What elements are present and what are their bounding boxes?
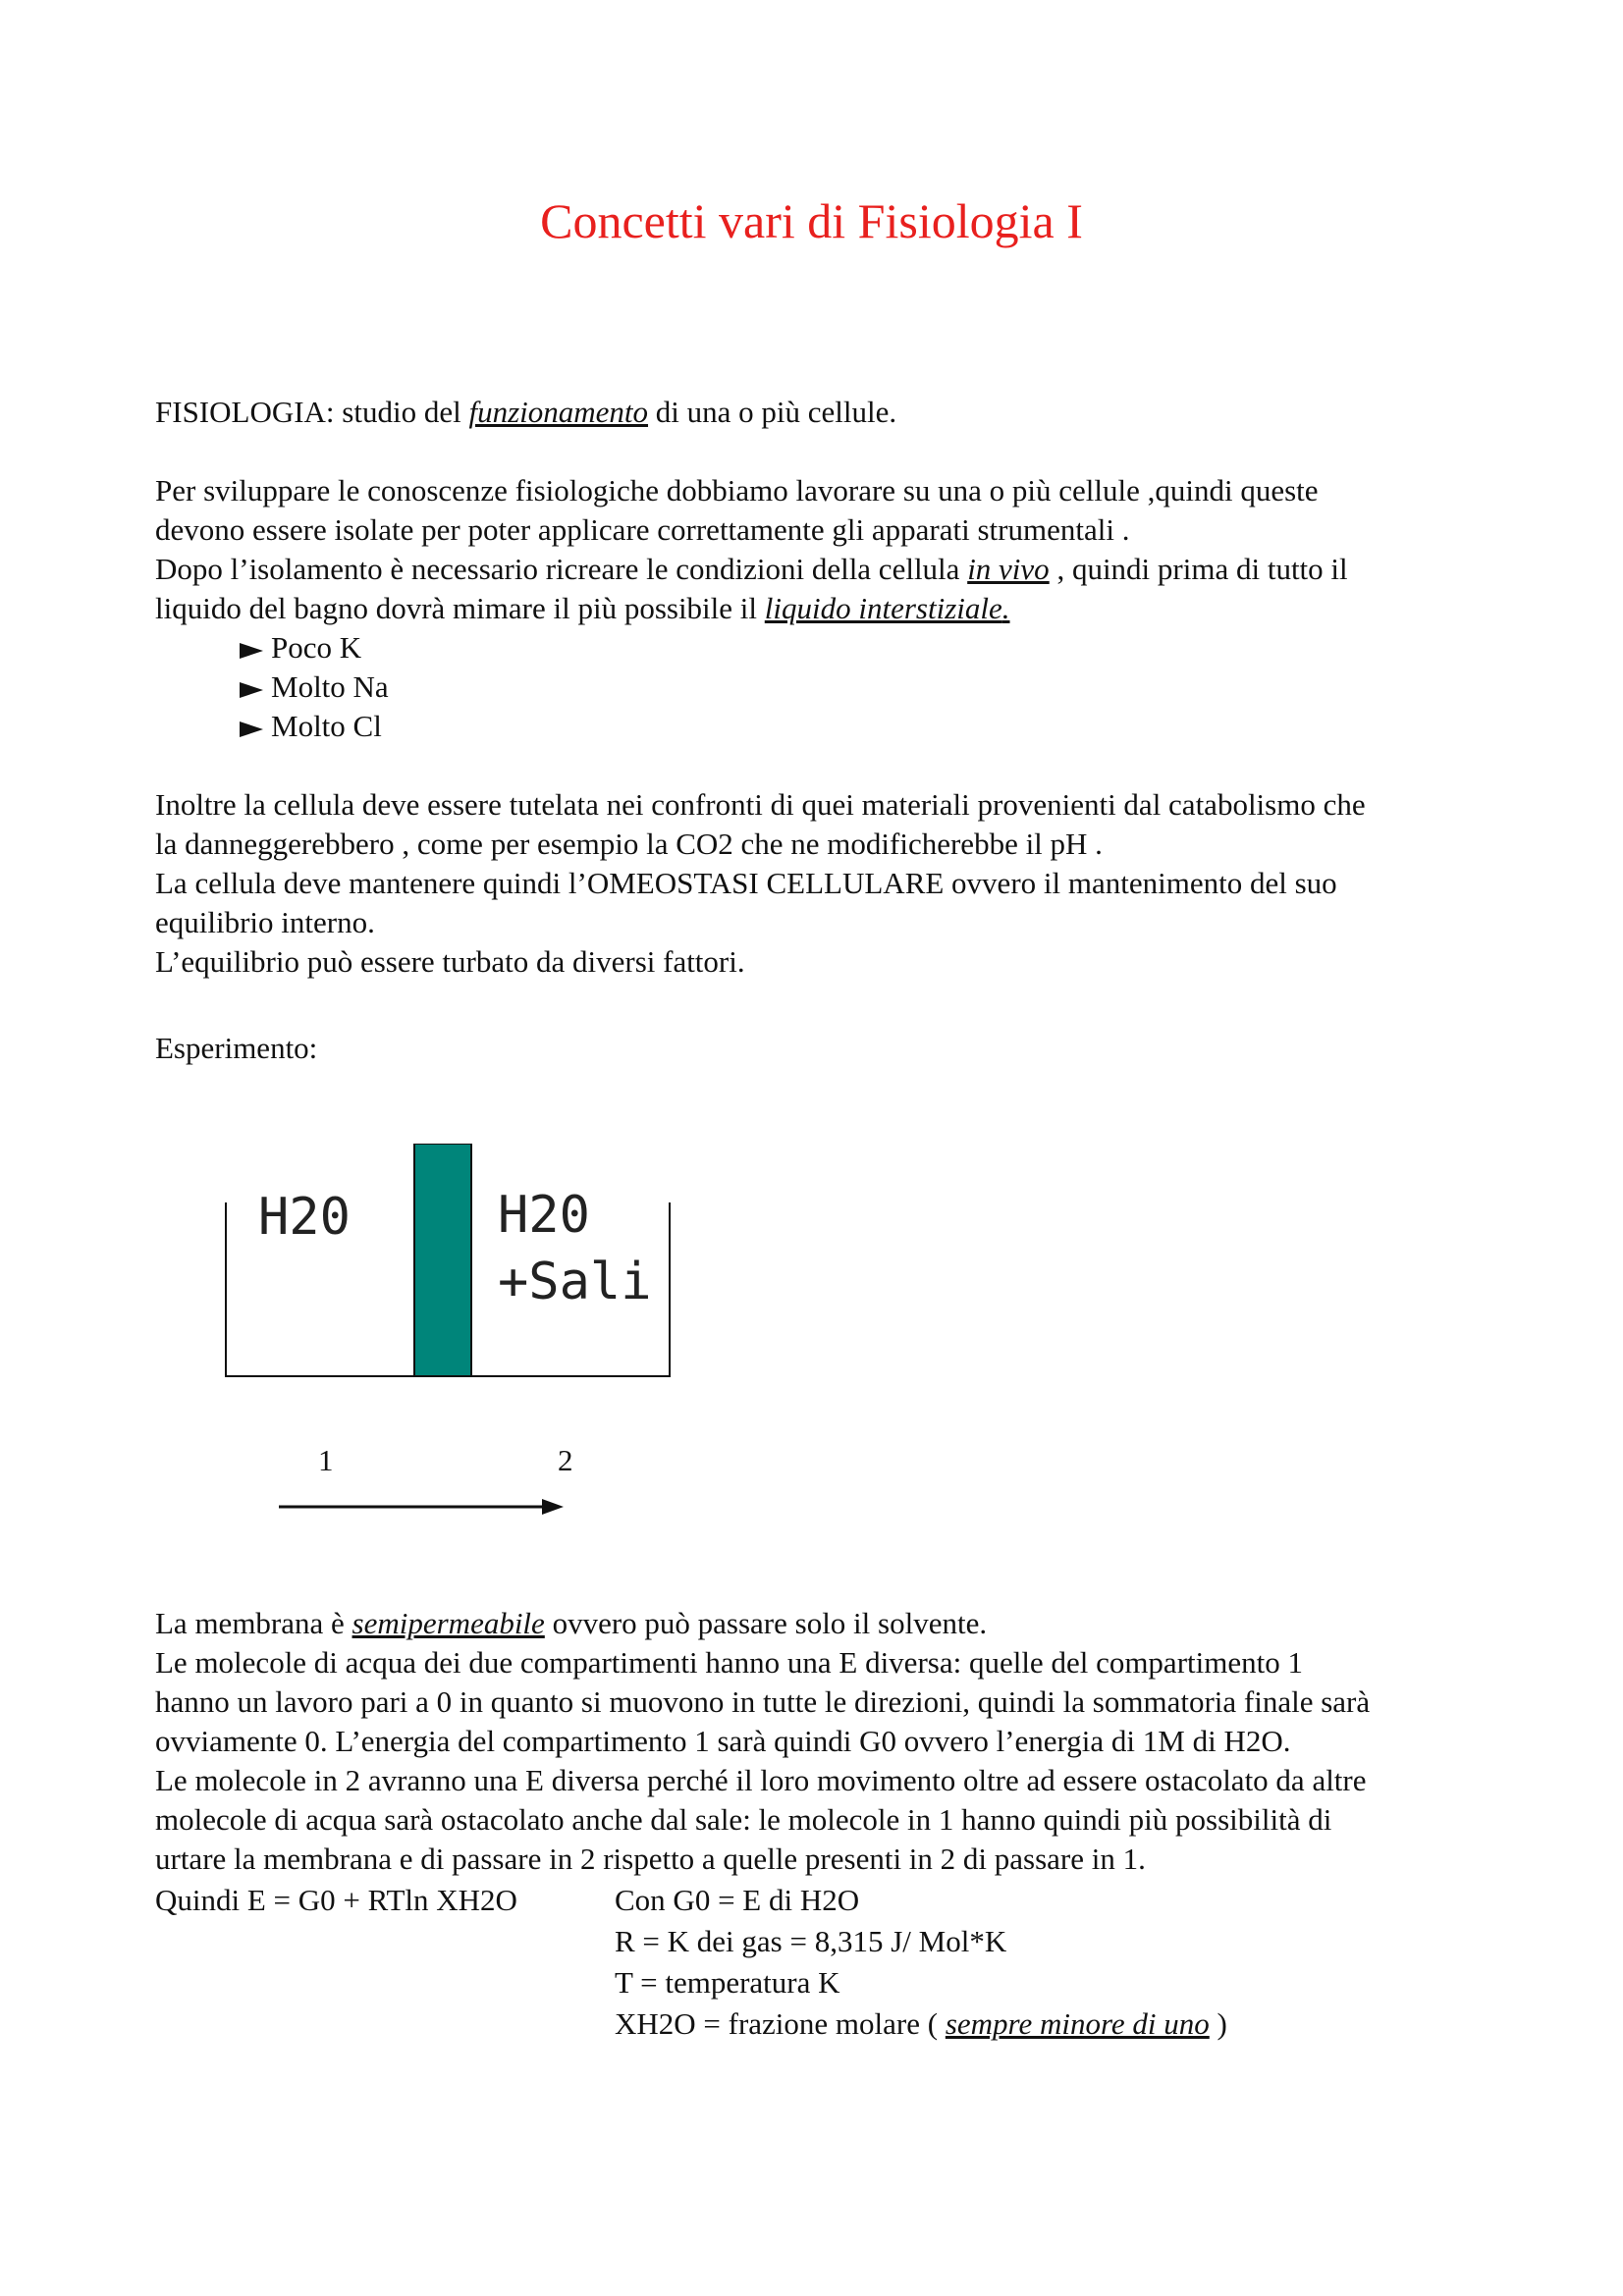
list-item <box>240 707 382 746</box>
in-vivo-term: in vivo <box>967 552 1050 586</box>
text-line <box>155 589 1348 628</box>
text-line: La cellula deve mantenere quindi l’OMEOSTASI CELLULARE ovvero il mantenimento del suo <box>155 866 1337 900</box>
formula-definition <box>615 2003 1227 2045</box>
compartment-2-label: H20 <box>498 1186 590 1245</box>
isolation-paragraph <box>155 471 1348 628</box>
bullet-text: Poco K <box>271 630 362 665</box>
definition-paragraph <box>155 393 896 432</box>
text-span: ) <box>1209 2006 1227 2041</box>
homeostasis-paragraph <box>155 785 1366 982</box>
list-item <box>240 667 389 707</box>
text-line: molecole di acqua sarà ostacolato anche dal sale: le molecole in 1 hanno quindi più possibilità di <box>155 1802 1332 1837</box>
compartment-2-salts-label: +Sali <box>498 1253 652 1311</box>
text-span: XH2O = frazione molare ( <box>615 2006 946 2041</box>
text-span: La membrana è <box>155 1606 352 1640</box>
compartment-2-number: 2 <box>558 1443 573 1477</box>
text-line: Le molecole di acqua dei due compartimenti hanno una E diversa: quelle del compartimento 1 <box>155 1645 1303 1680</box>
definition-text-end: di una o più cellule. <box>648 395 897 429</box>
formula-definition: T = temperatura K <box>615 1965 840 2000</box>
definition-text: FISIOLOGIA: studio del <box>155 395 469 429</box>
bullet-triangle-icon <box>240 682 263 698</box>
formula-definition: R = K dei gas = 8,315 J/ Mol*K <box>615 1924 1007 1958</box>
text-line: devono essere isolate per poter applicare correttamente gli apparati strumentali . <box>155 512 1130 547</box>
membrane-diagram <box>221 1144 682 1379</box>
flow-arrow-icon <box>277 1492 571 1522</box>
text-line: Per sviluppare le conoscenze fisiologiche dobbiamo lavorare su una o più cellule ,quindi queste <box>155 473 1319 507</box>
text-line: hanno un lavoro pari a 0 in quanto si muovono in tutte le direzioni, quindi la sommatoria finale sarà <box>155 1684 1371 1719</box>
text-span: liquido del bagno dovrà mimare il più possibile il <box>155 591 765 625</box>
text-line: Inoltre la cellula deve essere tutelata nei confronti di quei materiali provenienti dal catabolismo che <box>155 787 1366 822</box>
text-span: . <box>1001 591 1010 625</box>
text-line: la danneggerebbero , come per esempio la CO2 che ne modificherebbe il pH . <box>155 827 1103 861</box>
bullet-text: Molto Cl <box>271 709 382 743</box>
semipermeabile-term: semipermeabile <box>352 1606 545 1640</box>
text-line <box>155 1604 1370 1643</box>
text-line: equilibrio interno. <box>155 905 375 939</box>
formula-definition: Con G0 = E di H2O <box>615 1883 860 1917</box>
text-line: ovviamente 0. L’energia del compartimento 1 sarà quindi G0 ovvero l’energia di 1M di H2O. <box>155 1724 1291 1758</box>
text-span: , quindi prima di tutto il <box>1049 552 1348 586</box>
membrane-bar <box>414 1144 471 1376</box>
sempre-minore-term: sempre minore di uno <box>945 2006 1210 2041</box>
arrow-head <box>542 1499 564 1515</box>
text-line: urtare la membrana e di passare in 2 rispetto a quelle presenti in 2 di passare in 1. <box>155 1842 1146 1876</box>
compartment-1-number: 1 <box>318 1443 334 1477</box>
formula-main: Quindi E = G0 + RTln XH2O <box>155 1883 517 1917</box>
text-span: Dopo l’isolamento è necessario ricreare le condizioni della cellula <box>155 552 968 586</box>
bullet-triangle-icon <box>240 643 263 659</box>
funzionamento-term: funzionamento <box>468 395 649 429</box>
text-span: ovvero può passare solo il solvente. <box>544 1606 988 1640</box>
bullet-text: Molto Na <box>271 669 389 704</box>
text-line: L’equilibrio può essere turbato da diversi fattori. <box>155 944 745 979</box>
liquido-interstiziale-term: liquido interstiziale <box>764 591 1002 625</box>
text-line: Le molecole in 2 avranno una E diversa perché il loro movimento oltre ad essere ostacolato da altre <box>155 1763 1367 1797</box>
list-item <box>240 628 361 667</box>
text-line <box>155 550 1348 589</box>
experiment-label: Esperimento: <box>155 1031 318 1065</box>
compartment-1-label: H20 <box>258 1188 351 1247</box>
bullet-triangle-icon <box>240 721 263 737</box>
membrane-paragraph <box>155 1604 1370 1879</box>
page-title: Concetti vari di Fisiologia I <box>540 193 1083 248</box>
